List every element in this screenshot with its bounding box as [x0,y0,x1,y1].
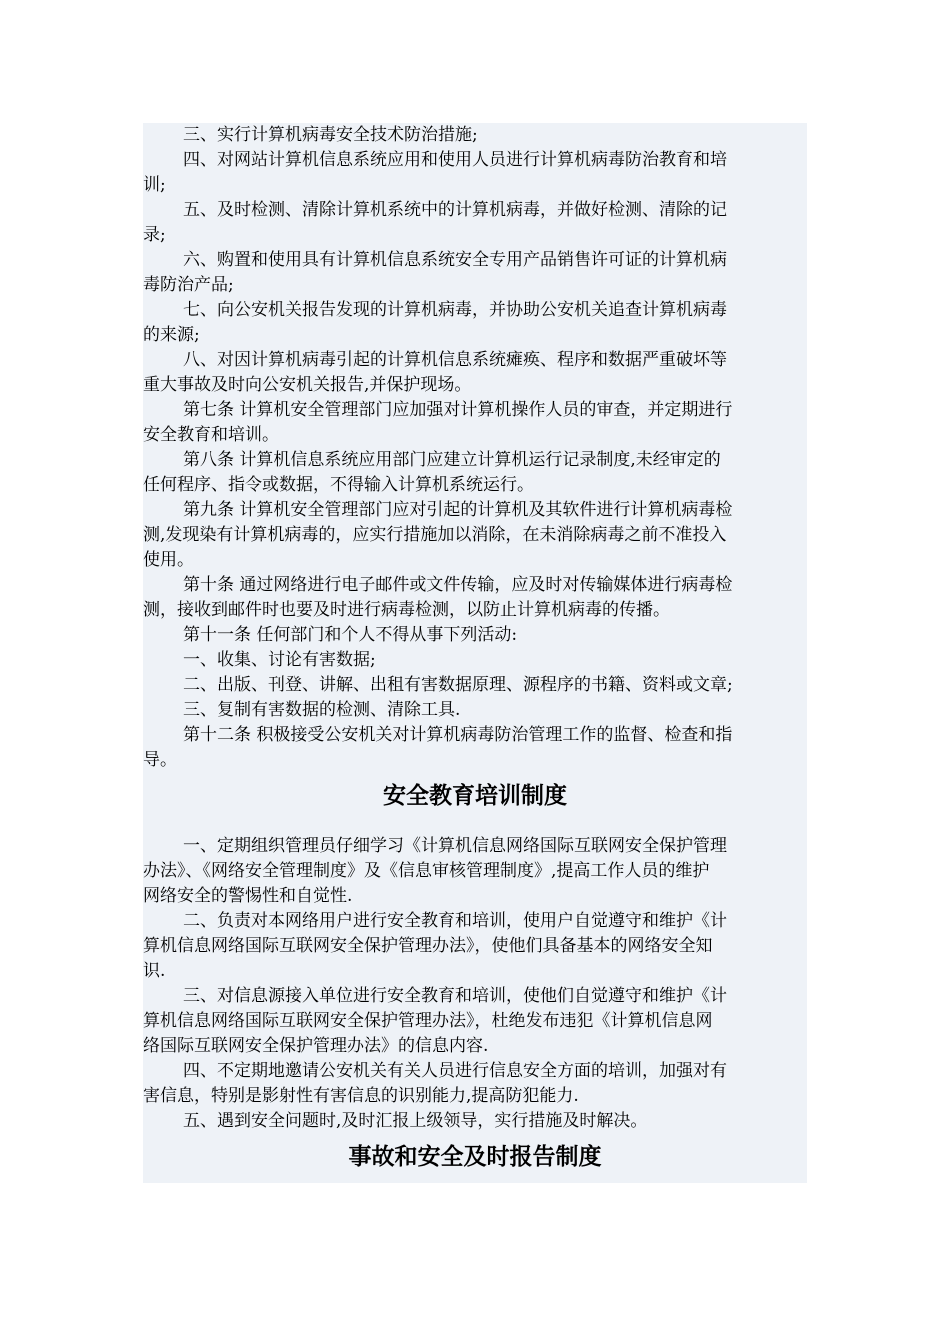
paragraph-line: 重大事故及时向公安机关报告,并保护现场。 [143,375,472,395]
paragraph-line: 四、对网站计算机信息系统应用和使用人员进行计算机病毒防治教育和培 [183,150,727,170]
paragraph-line: 八、对因计算机病毒引起的计算机信息系统瘫痪、程序和数据严重破坏等 [183,350,727,370]
paragraph-line: 第九条 计算机安全管理部门应对引起的计算机及其软件进行计算机病毒检 [183,500,733,520]
paragraph-line: 一、收集、讨论有害数据; [183,650,376,670]
paragraph-line: 的来源; [143,325,200,345]
paragraph-line: 五、遇到安全问题时,及时汇报上级领导，实行措施及时解决。 [183,1111,648,1131]
paragraph-line: 算机信息网络国际互联网安全保护管理办法》，使他们具备基本的网络安全知 [143,936,713,956]
paragraph-line: 测，接收到邮件时也要及时进行病毒检测，以防止计算机病毒的传播。 [143,600,670,620]
paragraph-line: 络国际互联网安全保护管理办法》的信息内容. [143,1036,489,1056]
paragraph-line: 第十条 通过网络进行电子邮件或文件传输，应及时对传输媒体进行病毒检 [183,575,733,595]
section-heading-training: 安全教育培训制度 [383,783,567,809]
paragraph-line: 算机信息网络国际互联网安全保护管理办法》，杜绝发布违犯《计算机信息网 [143,1011,713,1031]
paragraph-line: 三、对信息源接入单位进行安全教育和培训，使他们自觉遵守和维护《计 [183,986,727,1006]
paragraph-line: 毒防治产品; [143,275,234,295]
paragraph-line: 录; [143,225,166,245]
paragraph-line: 办法》、《网络安全管理制度》及《信息审核管理制度》,提高工作人员的维护 [143,861,710,881]
document-content [143,123,807,1183]
section-heading-report: 事故和安全及时报告制度 [348,1144,602,1170]
paragraph-line: 二、出版、刊登、讲解、出租有害数据原理、源程序的书籍、资料或文章; [183,675,733,695]
paragraph-line: 五、及时检测、清除计算机系统中的计算机病毒，并做好检测、清除的记 [183,200,727,220]
paragraph-line: 网络安全的警惕性和自觉性. [143,886,353,906]
paragraph-line: 任何程序、指令或数据，不得输入计算机系统运行。 [143,475,534,495]
paragraph-line: 训; [143,175,166,195]
paragraph-line: 四、不定期地邀请公安机关有关人员进行信息安全方面的培训，加强对有 [183,1061,727,1081]
paragraph-line: 一、定期组织管理员仔细学习《计算机信息网络国际互联网安全保护管理 [183,836,727,856]
paragraph-line: 测,发现染有计算机病毒的，应实行措施加以消除，在未消除病毒之前不准投入 [143,525,727,545]
paragraph-line: 第八条 计算机信息系统应用部门应建立计算机运行记录制度,未经审定的 [183,450,721,470]
paragraph-line: 三、实行计算机病毒安全技术防治措施; [183,125,478,145]
paragraph-line: 二、负责对本网络用户进行安全教育和培训，使用户自觉遵守和维护《计 [183,911,727,931]
paragraph-line: 使用。 [143,550,194,570]
paragraph-line: 第七条 计算机安全管理部门应加强对计算机操作人员的审查，并定期进行 [183,400,733,420]
paragraph-line: 导。 [143,750,177,770]
paragraph-line: 识. [143,961,166,981]
paragraph-line: 三、复制有害数据的检测、清除工具. [183,700,461,720]
paragraph-line: 害信息，特别是影射性有害信息的识别能力,提高防犯能力. [143,1086,579,1106]
paragraph-line: 安全教育和培训。 [143,425,279,445]
paragraph-line: 六、购置和使用具有计算机信息系统安全专用产品销售许可证的计算机病 [183,250,727,270]
paragraph-line: 第十一条 任何部门和个人不得从事下列活动: [183,625,518,645]
paragraph-line: 七、向公安机关报告发现的计算机病毒，并协助公安机关追查计算机病毒 [183,300,727,320]
paragraph-line: 第十二条 积极接受公安机关对计算机病毒防治管理工作的监督、检查和指 [183,725,733,745]
